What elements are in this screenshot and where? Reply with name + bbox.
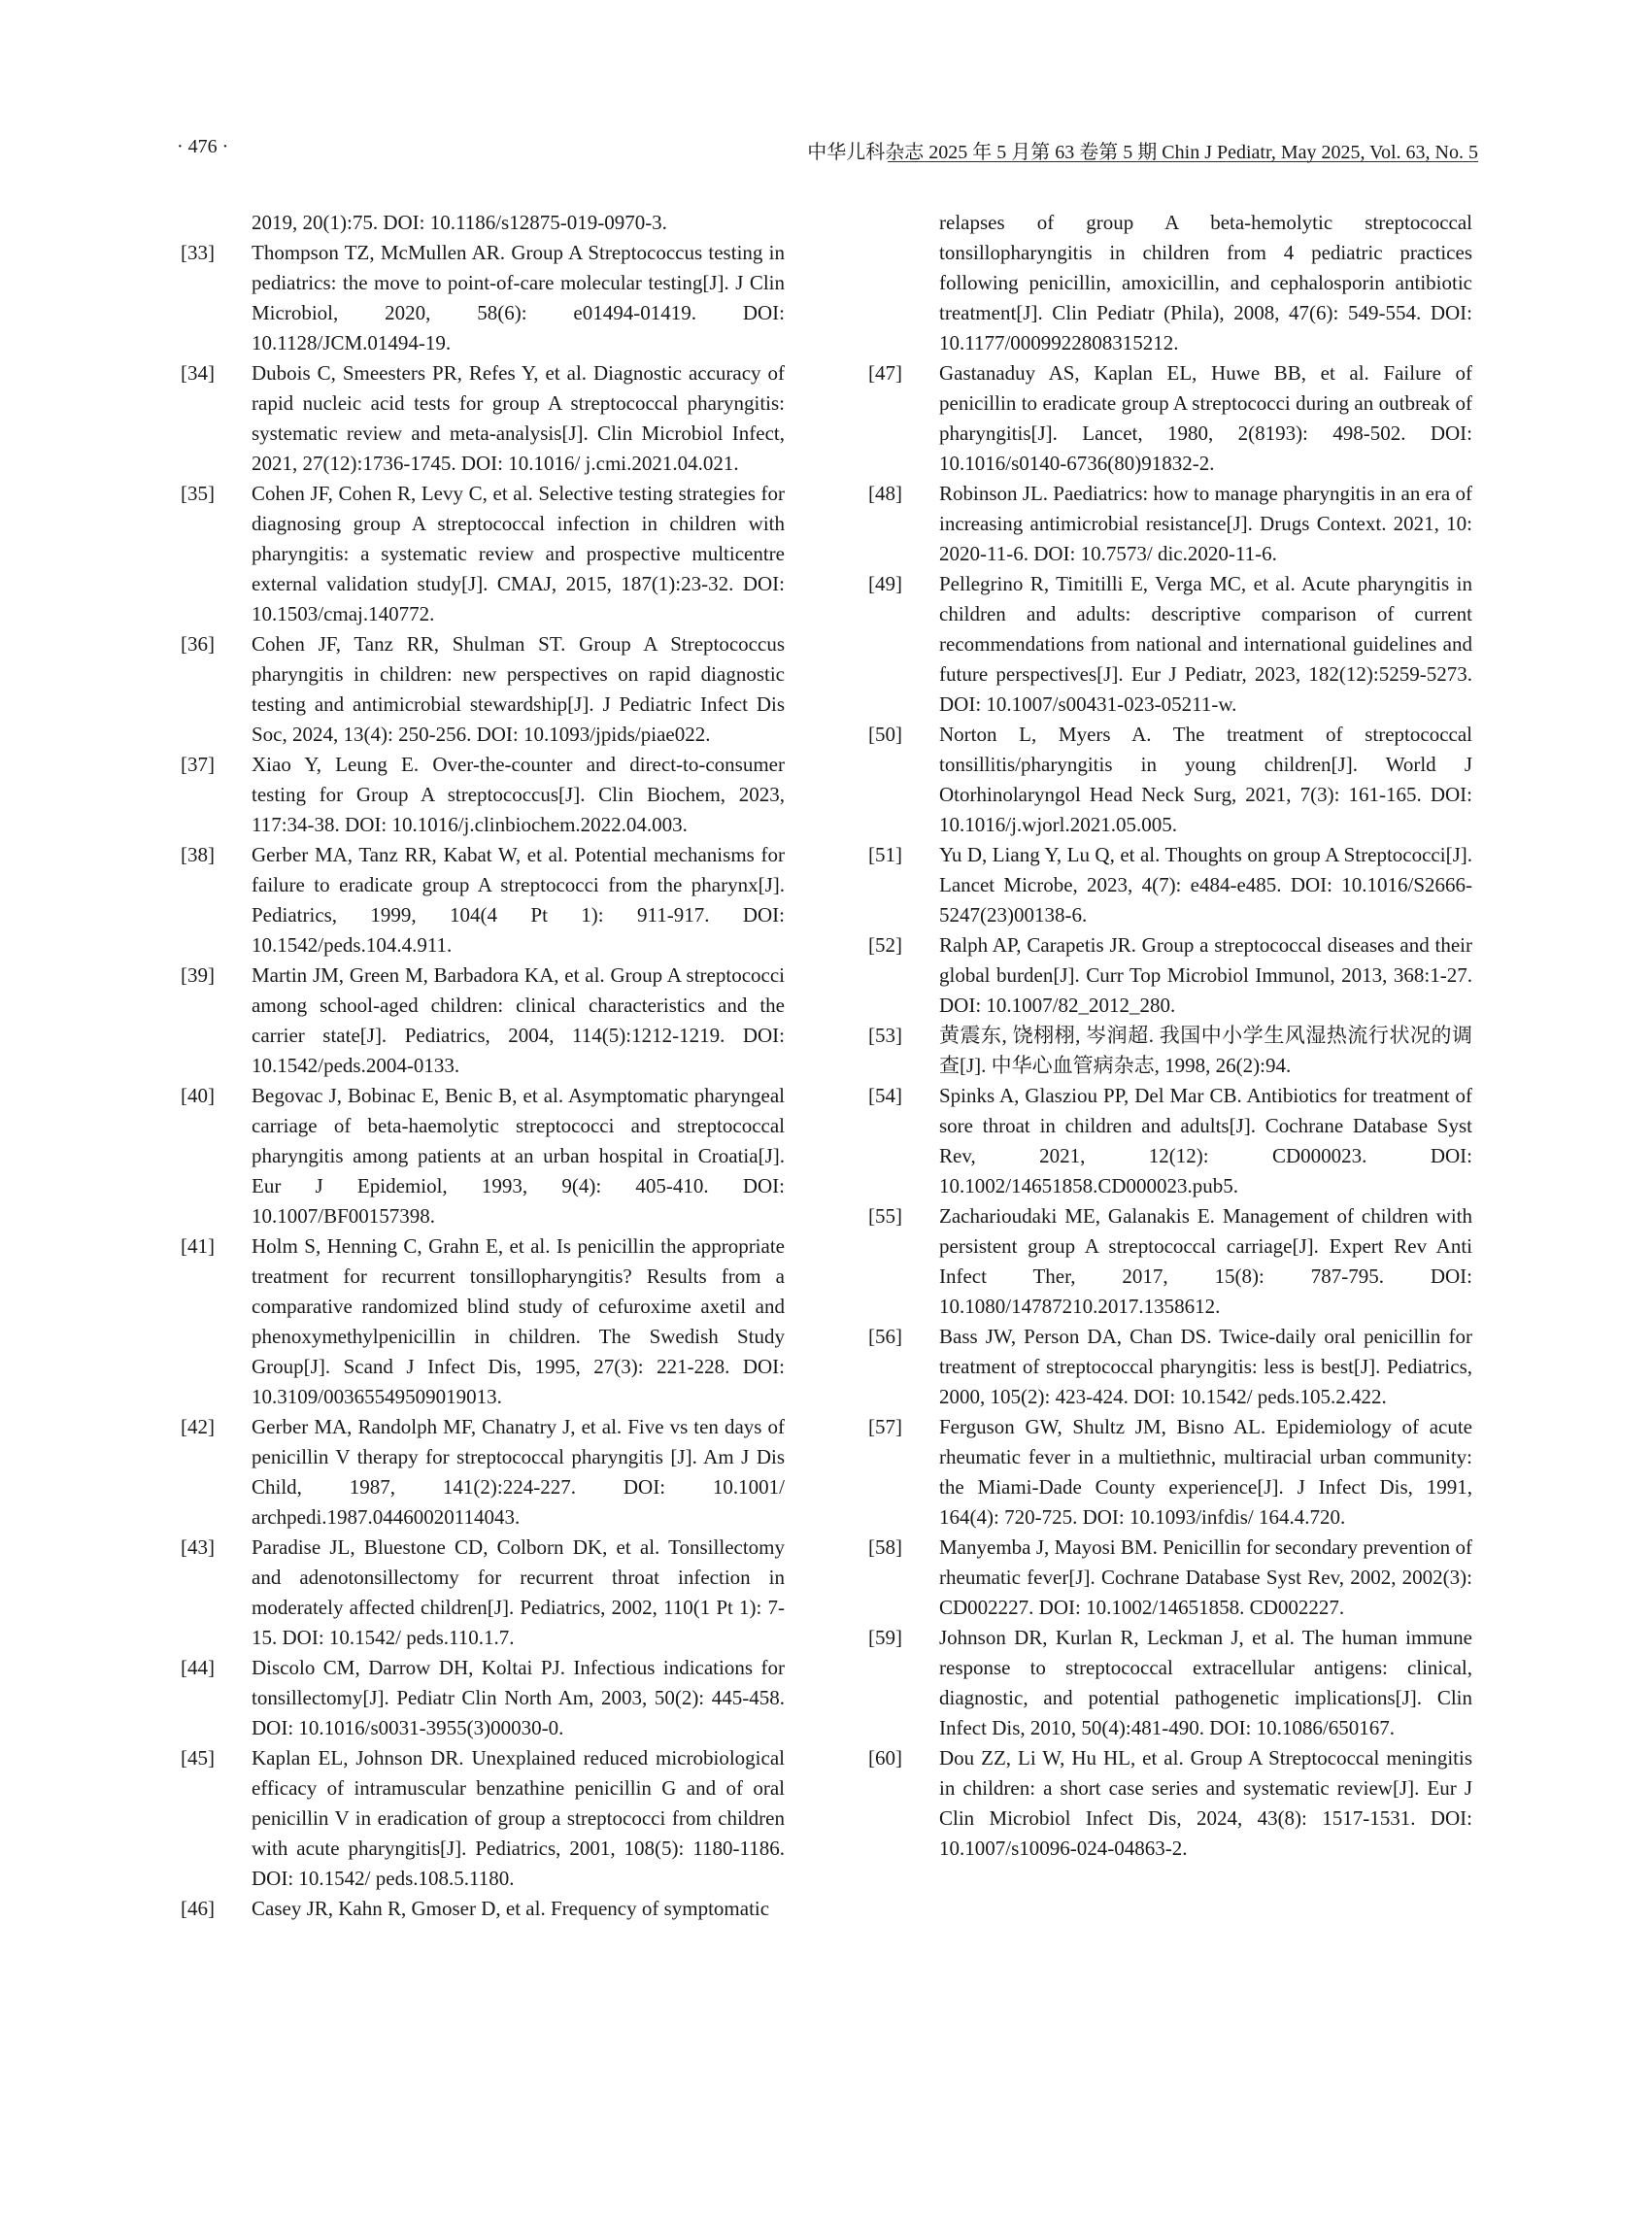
reference-number: [45] xyxy=(181,1746,215,1770)
reference-number: [38] xyxy=(181,843,215,866)
reference-text: 黄震东, 饶栩栩, 岑润超. 我国中小学生风湿热流行状况的调查[J]. 中华心血管病杂志, 1998, 26(2):94. xyxy=(939,1024,1472,1077)
reference-item xyxy=(181,629,785,750)
reference-number: [46] xyxy=(181,1897,215,1920)
reference-text: Spinks A, Glasziou PP, Del Mar CB. Antibiotics for treatment of sore throat in children and adults[J]. Cochrane Database Syst Rev, 2021, 12(12): CD000023. DOI: 10.1002/14651858.CD000023.pub5. xyxy=(939,1084,1472,1197)
reference-item xyxy=(868,1081,1472,1201)
reference-text: Martin JM, Green M, Barbadora KA, et al. Group A streptococci among school-aged children: clinical characteristics and the carrier state[J]. Pediatrics, 2004, 114(5):1212-1219. DOI: 10.1542/peds.2004-0133. xyxy=(252,963,785,1077)
reference-continuation xyxy=(868,208,1472,358)
reference-item xyxy=(181,1894,785,1924)
reference-item xyxy=(181,1231,785,1412)
reference-number: [55] xyxy=(868,1204,902,1228)
reference-text: Yu D, Liang Y, Lu Q, et al. Thoughts on group A Streptococci[J]. Lancet Microbe, 2023, 4(7): e484-e485. DOI: 10.1016/S2666-5247(23)00138-6. xyxy=(939,843,1472,927)
reference-text: Dubois C, Smeesters PR, Refes Y, et al. Diagnostic accuracy of rapid nucleic acid tests for group A streptococcal pharyngitis: systematic review and meta-analysis[J]. Clin Microbiol Infect, 2021, 27(12):1736-1745. DOI: 10.1016/ j.cmi.2021.04.021. xyxy=(252,361,785,475)
reference-item xyxy=(868,358,1472,479)
reference-item xyxy=(868,840,1472,930)
reference-number: [41] xyxy=(181,1234,215,1258)
reference-text: Cohen JF, Tanz RR, Shulman ST. Group A Streptococcus pharyngitis in children: new perspectives on rapid diagnostic testing and antimicrobial stewardship[J]. J Pediatric Infect Dis Soc, 2024, 13(4): 250-256. DOI: 10.1093/jpids/piae022. xyxy=(252,632,785,746)
reference-item xyxy=(181,1743,785,1894)
reference-text: relapses of group A beta-hemolytic streptococcal tonsillopharyngitis in children from 4 pediatric practices following penicillin, amoxicillin, and cephalosporin antibiotic treatment[J]. Clin Pediatr (Phila), 2008, 47(6): 549-554. DOI: 10.1177/0009922808315212. xyxy=(939,211,1472,354)
reference-column-right xyxy=(868,208,1472,1864)
reference-item xyxy=(868,1322,1472,1412)
reference-item xyxy=(868,479,1472,569)
reference-number: [44] xyxy=(181,1656,215,1679)
reference-number: [48] xyxy=(868,482,902,505)
reference-item xyxy=(181,840,785,961)
reference-number: [39] xyxy=(181,963,215,987)
header-rule xyxy=(888,161,1478,162)
reference-item xyxy=(868,1201,1472,1322)
reference-number: [36] xyxy=(181,632,215,656)
reference-text: Pellegrino R, Timitilli E, Verga MC, et al. Acute pharyngitis in children and adults: descriptive comparison of current recommendations from national and international guidelines and future perspectives[J]. Eur J Pediatr, 2023, 182(12):5259-5273. DOI: 10.1007/s00431-023-05211-w. xyxy=(939,572,1472,716)
reference-number: [57] xyxy=(868,1415,902,1438)
reference-column-left xyxy=(181,208,785,1924)
reference-number: [34] xyxy=(181,361,215,385)
reference-text: Begovac J, Bobinac E, Benic B, et al. Asymptomatic pharyngeal carriage of beta-haemolytic streptococci and streptococcal pharyngitis among patients at an urban hospital in Croatia[J]. Eur J Epidemiol, 1993, 9(4): 405-410. DOI: 10.1007/BF00157398. xyxy=(252,1084,785,1228)
reference-item xyxy=(181,750,785,840)
reference-text: Kaplan EL, Johnson DR. Unexplained reduced microbiological efficacy of intramuscular benzathine penicillin G and of oral penicillin V in eradication of group a streptococci from children with acute pharyngitis[J]. Pediatrics, 2001, 108(5): 1180-1186. DOI: 10.1542/ peds.108.5.1180. xyxy=(252,1746,785,1890)
reference-text: Zacharioudaki ME, Galanakis E. Management of children with persistent group A streptococcal carriage[J]. Expert Rev Anti Infect Ther, 2017, 15(8): 787-795. DOI: 10.1080/14787210.2017.1358612. xyxy=(939,1204,1472,1318)
reference-number: [47] xyxy=(868,361,902,385)
reference-item xyxy=(868,1743,1472,1864)
reference-item xyxy=(868,930,1472,1021)
reference-number: [58] xyxy=(868,1535,902,1559)
reference-text: Casey JR, Kahn R, Gmoser D, et al. Frequency of symptomatic xyxy=(252,1897,770,1920)
page-number: · 476 · xyxy=(177,136,229,157)
reference-text: 2019, 20(1):75. DOI: 10.1186/s12875-019-0970-3. xyxy=(252,211,667,234)
reference-text: Ralph AP, Carapetis JR. Group a streptococcal diseases and their global burden[J]. Curr Top Microbiol Immunol, 2013, 368:1-27. DOI: 10.1007/82_2012_280. xyxy=(939,933,1472,1017)
reference-number: [56] xyxy=(868,1325,902,1348)
reference-text: Paradise JL, Bluestone CD, Colborn DK, et al. Tonsillectomy and adenotonsillectomy for recurrent throat infection in moderately affected children[J]. Pediatrics, 2002, 110(1 Pt 1): 7-15. DOI: 10.1542/ peds.110.1.7. xyxy=(252,1535,785,1649)
reference-number: [60] xyxy=(868,1746,902,1770)
reference-number: [53] xyxy=(868,1024,902,1047)
reference-text: Bass JW, Person DA, Chan DS. Twice-daily oral penicillin for treatment of streptococcal pharyngitis: less is best[J]. Pediatrics, 2000, 105(2): 423-424. DOI: 10.1542/ peds.105.2.422. xyxy=(939,1325,1472,1408)
reference-item xyxy=(868,1623,1472,1743)
reference-number: [50] xyxy=(868,723,902,746)
reference-text: Holm S, Henning C, Grahn E, et al. Is penicillin the appropriate treatment for recurrent tonsillopharyngitis? Results from a comparative randomized blind study of cefuroxime axetil and phenoxymethylpenicillin in children. The Swedish Study Group[J]. Scand J Infect Dis, 1995, 27(3): 221-228. DOI: 10.3109/00365549509019013. xyxy=(252,1234,785,1408)
reference-number: [42] xyxy=(181,1415,215,1438)
reference-item xyxy=(181,358,785,479)
reference-item xyxy=(868,569,1472,720)
reference-item xyxy=(181,479,785,629)
reference-number: [40] xyxy=(181,1084,215,1107)
reference-text: Thompson TZ, McMullen AR. Group A Streptococcus testing in pediatrics: the move to point-of-care molecular testing[J]. J Clin Microbiol, 2020, 58(6): e01494-01419. DOI: 10.1128/JCM.01494-19. xyxy=(252,241,785,354)
reference-continuation xyxy=(181,208,785,238)
reference-item xyxy=(181,1412,785,1533)
journal-running-head: 中华儿科杂志 2025 年 5 月第 63 卷第 5 期 Chin J Pediatr, May 2025, Vol. 63, No. 5 xyxy=(807,142,1478,163)
reference-item xyxy=(181,1653,785,1743)
reference-number: [49] xyxy=(868,572,902,595)
reference-text: Cohen JF, Cohen R, Levy C, et al. Selective testing strategies for diagnosing group A streptococcal infection in children with pharyngitis: a systematic review and prospective multicentre external validation study[J]. CMAJ, 2015, 187(1):23-32. DOI: 10.1503/cmaj.140772. xyxy=(252,482,785,625)
reference-text: Dou ZZ, Li W, Hu HL, et al. Group A Streptococcal meningitis in children: a short case series and systematic review[J]. Eur J Clin Microbiol Infect Dis, 2024, 43(8): 1517-1531. DOI: 10.1007/s10096-024-04863-2. xyxy=(939,1746,1472,1860)
reference-text: Xiao Y, Leung E. Over-the-counter and direct-to-consumer testing for Group A streptococcus[J]. Clin Biochem, 2023, 117:34-38. DOI: 10.1016/j.clinbiochem.2022.04.003. xyxy=(252,753,785,836)
reference-text: Norton L, Myers A. The treatment of streptococcal tonsillitis/pharyngitis in young children[J]. World J Otorhinolaryngol Head Neck Surg, 2021, 7(3): 161-165. DOI: 10.1016/j.wjorl.2021.05.005. xyxy=(939,723,1472,836)
reference-item xyxy=(181,1081,785,1231)
reference-number: [33] xyxy=(181,241,215,264)
reference-number: [54] xyxy=(868,1084,902,1107)
reference-item xyxy=(868,1412,1472,1533)
reference-number: [51] xyxy=(868,843,902,866)
reference-text: Gastanaduy AS, Kaplan EL, Huwe BB, et al. Failure of penicillin to eradicate group A streptococci during an outbreak of pharyngitis[J]. Lancet, 1980, 2(8193): 498-502. DOI: 10.1016/s0140-6736(80)91832-2. xyxy=(939,361,1472,475)
reference-number: [59] xyxy=(868,1626,902,1649)
reference-item xyxy=(868,1533,1472,1623)
reference-number: [37] xyxy=(181,753,215,776)
reference-item xyxy=(868,720,1472,840)
reference-text: Discolo CM, Darrow DH, Koltai PJ. Infectious indications for tonsillectomy[J]. Pediatr Clin North Am, 2003, 50(2): 445-458. DOI: 10.1016/s0031-3955(3)00030-0. xyxy=(252,1656,785,1739)
reference-item xyxy=(181,238,785,358)
reference-text: Manyemba J, Mayosi BM. Penicillin for secondary prevention of rheumatic fever[J]. Cochrane Database Syst Rev, 2002, 2002(3): CD002227. DOI: 10.1002/14651858. CD002227. xyxy=(939,1535,1472,1619)
reference-text: Ferguson GW, Shultz JM, Bisno AL. Epidemiology of acute rheumatic fever in a multiethnic, multiracial urban community: the Miami-Dade County experience[J]. J Infect Dis, 1991, 164(4): 720-725. DOI: 10.1093/infdis/ 164.4.720. xyxy=(939,1415,1472,1529)
reference-item xyxy=(181,1533,785,1653)
reference-number: [52] xyxy=(868,933,902,957)
reference-text: Johnson DR, Kurlan R, Leckman J, et al. The human immune response to streptococcal extracellular antigens: clinical, diagnostic, and potential pathogenetic implications[J]. Clin Infect Dis, 2010, 50(4):481-490. DOI: 10.1086/650167. xyxy=(939,1626,1472,1739)
reference-number: [43] xyxy=(181,1535,215,1559)
page-header xyxy=(167,132,1478,165)
reference-text: Robinson JL. Paediatrics: how to manage pharyngitis in an era of increasing antimicrobial resistance[J]. Drugs Context. 2021, 10: 2020-11-6. DOI: 10.7573/ dic.2020-11-6. xyxy=(939,482,1472,565)
reference-text: Gerber MA, Tanz RR, Kabat W, et al. Potential mechanisms for failure to eradicate group A streptococci from the pharynx[J]. Pediatrics, 1999, 104(4 Pt 1): 911-917. DOI: 10.1542/peds.104.4.911. xyxy=(252,843,785,957)
reference-number: [35] xyxy=(181,482,215,505)
reference-item xyxy=(181,961,785,1081)
reference-text: Gerber MA, Randolph MF, Chanatry J, et al. Five vs ten days of penicillin V therapy for streptococcal pharyngitis [J]. Am J Dis Child, 1987, 141(2):224-227. DOI: 10.1001/ archpedi.1987.04460020114043. xyxy=(252,1415,785,1529)
reference-item xyxy=(868,1021,1472,1081)
